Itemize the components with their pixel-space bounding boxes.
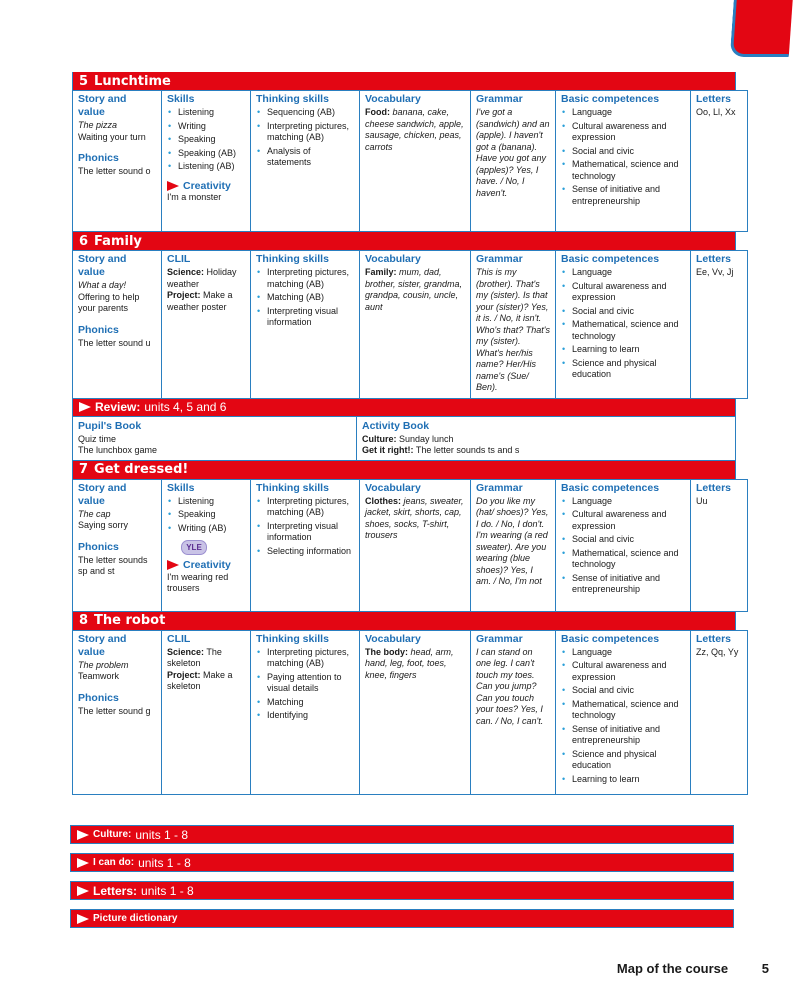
flag-icon (77, 858, 89, 868)
phonics-text: The letter sounds sp and st (78, 554, 148, 576)
letters-text: Uu (696, 495, 708, 506)
skills-heading: Skills (167, 481, 195, 494)
phonics-heading: Phonics (78, 152, 119, 164)
story-title: The cap (78, 508, 111, 519)
bar-text: units 1 - 8 (138, 855, 191, 870)
story-value: Offering to help your parents (78, 291, 140, 313)
list-item: • Language (561, 496, 685, 508)
flag-icon (79, 402, 91, 412)
thinking-heading: Thinking skills (256, 481, 329, 494)
list-item: • Social and civic (561, 685, 685, 697)
flag-icon (77, 914, 89, 924)
list-item: • Language (561, 267, 685, 279)
pupils-book-line: The lunchbox game (78, 445, 158, 455)
grammar-cell (471, 91, 556, 232)
unit-table (72, 90, 748, 232)
letters-heading: Letters (696, 253, 732, 265)
activity-book-cell (357, 416, 736, 460)
activity-book-heading: Activity Book (362, 419, 430, 432)
unit-number: 7 (79, 462, 89, 477)
corner-tab (730, 0, 793, 57)
story-title: The problem (78, 659, 129, 670)
letters-cell (691, 91, 748, 232)
story-title: What a day! (78, 280, 127, 290)
vocabulary-cell (360, 479, 471, 611)
creativity-label: Creativity (183, 179, 231, 192)
letters-cell (691, 479, 748, 611)
science-label: Science: (167, 646, 205, 657)
get-it-right-text: The letter sounds ts and s (415, 445, 520, 455)
phonics-text: The letter sound o (78, 166, 151, 176)
vocabulary-heading: Vocabulary (365, 93, 421, 105)
unit-title: Lunchtime (94, 73, 171, 89)
competences-cell (556, 479, 691, 611)
bar-text: units 1 - 8 (135, 827, 189, 842)
letters-bar (70, 881, 734, 900)
flag-icon (167, 181, 179, 191)
skills-cell (162, 91, 251, 232)
picture-dictionary-bar (70, 909, 734, 928)
vocabulary-words: banana, cake, cheese sandwich, apple, sausage, chicken, peas, carrots (365, 107, 464, 152)
unit-title: The robot (94, 613, 166, 628)
i-can-do-bar (70, 853, 734, 872)
pupils-book-heading: Pupil's Book (78, 419, 142, 432)
story-cell (73, 630, 162, 794)
list-item: • Science and physical education (561, 749, 685, 772)
vocabulary-label: Family: (365, 267, 397, 277)
science-text: The skeleton (167, 646, 222, 668)
list-item: • Social and civic (561, 534, 685, 546)
thinking-heading: Thinking skills (256, 632, 329, 645)
story-heading: Story and value (78, 253, 127, 278)
list-item: • Speaking (AB) (167, 148, 245, 160)
clil-cell (162, 251, 251, 399)
vocabulary-label: Food: (365, 107, 390, 117)
competences-cell (556, 630, 691, 794)
phonics-heading: Phonics (78, 540, 119, 553)
list-item: • Mathematical, science and technology (561, 699, 685, 722)
thinking-cell (251, 251, 360, 399)
unit-header (72, 461, 736, 479)
vocabulary-words: mum, dad, brother, sister, grandma, grandpa, cousin, uncle, aunt (365, 267, 463, 312)
vocabulary-heading: Vocabulary (365, 253, 421, 265)
grammar-cell (471, 479, 556, 611)
list-item: • Matching (AB) (256, 292, 354, 304)
story-cell (73, 251, 162, 399)
list-item: • Listening (AB) (167, 161, 245, 173)
list-item: • Writing (167, 121, 245, 133)
grammar-heading: Grammar (476, 253, 523, 265)
vocabulary-words: head, arm, hand, leg, foot, toes, knee, fingers (365, 646, 454, 680)
vocabulary-heading: Vocabulary (365, 481, 421, 494)
grammar-text: This is my (brother). That's my (sister). Is that your (sister)? Yes, it is. / No, it isn't. Who's that? That's my (sister). What's her/his name? Her/His name's (Sue/ Ben). (476, 267, 550, 392)
story-heading: Story and value (78, 632, 127, 658)
list-item: • Cultural awareness and expression (561, 121, 685, 144)
unit-number: 6 (79, 233, 89, 249)
list-item: • Identifying (256, 710, 354, 722)
project-text: Make a skeleton (167, 669, 233, 691)
list-item: • Learning to learn (561, 774, 685, 786)
summary-bars (70, 825, 734, 937)
list-item: • Sequencing (AB) (256, 107, 354, 119)
list-item: • Sense of initiative and entrepreneurship (561, 184, 685, 207)
clil-heading: CLIL (167, 632, 191, 645)
phonics-text: The letter sound g (78, 705, 151, 716)
unit-title: Family (94, 233, 142, 249)
list-item: • Listening (167, 496, 245, 508)
clil-cell (162, 630, 251, 794)
science-label: Science: (167, 267, 205, 277)
footer-title: Map of the course (616, 961, 729, 976)
phonics-heading: Phonics (78, 323, 119, 336)
vocabulary-cell (360, 630, 471, 794)
thinking-cell (251, 630, 360, 794)
unit-table (72, 479, 748, 612)
list-item: • Interpreting pictures, matching (AB) (256, 647, 354, 670)
creativity-heading (167, 181, 245, 193)
thinking-heading: Thinking skills (256, 253, 329, 265)
review-label: Review: (95, 400, 141, 414)
list-item: • Social and civic (561, 306, 685, 318)
grammar-cell (471, 251, 556, 399)
page-number: 5 (761, 961, 769, 976)
grammar-heading: Grammar (476, 481, 523, 494)
story-cell (73, 479, 162, 611)
grammar-text: I can stand on one leg. I can't touch my toes. Can you jump? Can you touch your toes? Yes, I can. / No, I can't. (476, 646, 544, 726)
list-item: • Analysis of statements (256, 146, 354, 169)
competences-heading: Basic competences (561, 481, 660, 494)
vocabulary-cell (360, 91, 471, 232)
project-text: Make a weather poster (167, 290, 233, 312)
vocabulary-heading: Vocabulary (365, 632, 421, 645)
bar-label: Culture: (93, 829, 132, 840)
story-value: Teamwork (78, 671, 120, 681)
bar-label: Letters: (93, 883, 138, 898)
list-item: • Listening (167, 107, 245, 119)
flag-icon (167, 560, 179, 570)
unit-table (72, 630, 748, 795)
list-item: • Interpreting pictures, matching (AB) (256, 121, 354, 144)
creativity-text: I'm wearing red trousers (167, 571, 229, 593)
bar-label: I can do: (93, 857, 135, 868)
unit-header (72, 612, 736, 630)
culture-text: Sunday lunch (399, 433, 454, 444)
list-item: • Speaking (167, 509, 245, 521)
get-it-right-label: Get it right!: (362, 445, 414, 455)
grammar-text: Do you like my (hat/ shoes)? Yes, I do. / No, I don't. I'm wearing (a red sweater). Are you wearing (blue shoes)? Yes, I am. / No, I'm not (476, 495, 549, 586)
list-item: • Interpreting pictures, matching (AB) (256, 496, 354, 519)
list-item: • Matching (256, 697, 354, 709)
yle-badge: YLE (181, 540, 207, 555)
pupils-book-line: Quiz time (78, 433, 117, 444)
list-item: • Cultural awareness and expression (561, 281, 685, 304)
letters-text: Oo, Ll, Xx (696, 107, 736, 117)
pupils-book-cell (73, 416, 357, 460)
list-item: • Language (561, 107, 685, 119)
phonics-heading: Phonics (78, 691, 119, 704)
culture-label: Culture: (362, 433, 397, 444)
grammar-text: I've got a (sandwich) and an (apple). I haven't got a (banana). Have you got any (apples)? Yes, I have. / No, I haven't. (476, 107, 550, 198)
letters-heading: Letters (696, 481, 732, 494)
culture-bar (70, 825, 734, 844)
letters-cell (691, 251, 748, 399)
thinking-cell (251, 479, 360, 611)
list-item: • Writing (AB) (167, 523, 245, 535)
unit-header (72, 232, 736, 250)
list-item: • Speaking (167, 134, 245, 146)
list-item: • Mathematical, science and technology (561, 159, 685, 182)
science-text: Holiday weather (167, 267, 237, 289)
unit-title: Get dressed! (94, 462, 189, 477)
review-table (72, 416, 736, 461)
bar-label: Picture dictionary (93, 913, 178, 924)
creativity-label: Creativity (183, 559, 231, 571)
list-item: • Paying attention to visual details (256, 672, 354, 695)
flag-icon (77, 830, 89, 840)
skills-heading: Skills (167, 93, 195, 105)
vocabulary-words: jeans, sweater, jacket, skirt, shorts, cap, shoes, socks, T-shirt, trousers (365, 495, 464, 540)
list-item: • Cultural awareness and expression (561, 509, 685, 532)
list-item: • Interpreting pictures, matching (AB) (256, 267, 354, 290)
vocabulary-cell (360, 251, 471, 399)
list-item: • Cultural awareness and expression (561, 660, 685, 683)
story-title: The pizza (78, 120, 118, 130)
competences-cell (556, 251, 691, 399)
list-item: • Sense of initiative and entrepreneurship (561, 724, 685, 747)
list-item: • Language (561, 647, 685, 659)
list-item: • Sense of initiative and entrepreneurship (561, 573, 685, 596)
thinking-heading: Thinking skills (256, 93, 329, 105)
project-label: Project: (167, 669, 201, 680)
list-item: • Selecting information (256, 546, 354, 558)
list-item: • Learning to learn (561, 344, 685, 356)
competences-heading: Basic competences (561, 93, 660, 105)
grammar-heading: Grammar (476, 93, 523, 105)
list-item: • Mathematical, science and technology (561, 548, 685, 571)
story-heading: Story and value (78, 481, 127, 507)
list-item: • Science and physical education (561, 358, 685, 381)
letters-cell (691, 630, 748, 794)
unit-header (72, 72, 736, 90)
letters-text: Zz, Qq, Yy (696, 646, 739, 657)
story-heading: Story and value (78, 93, 127, 118)
course-map (72, 72, 739, 795)
creativity-text: I'm a monster (167, 192, 222, 202)
list-item: • Mathematical, science and technology (561, 319, 685, 342)
list-item: • Interpreting visual information (256, 521, 354, 544)
vocabulary-label: Clothes: (365, 495, 401, 506)
letters-heading: Letters (696, 93, 732, 105)
phonics-text: The letter sound u (78, 337, 151, 348)
review-units: units 4, 5 and 6 (144, 400, 227, 414)
project-label: Project: (167, 290, 201, 300)
list-item: • Interpreting visual information (256, 306, 354, 329)
page-footer (617, 961, 769, 976)
story-cell (73, 91, 162, 232)
grammar-heading: Grammar (476, 632, 523, 645)
unit-table (72, 250, 748, 399)
clil-heading: CLIL (167, 253, 191, 265)
bar-text: units 1 - 8 (141, 883, 194, 898)
review-header (72, 399, 736, 416)
skills-cell (162, 479, 251, 611)
story-value: Saying sorry (78, 520, 129, 530)
letters-text: Ee, Vv, Jj (696, 267, 734, 277)
letters-heading: Letters (696, 632, 732, 645)
story-value: Waiting your turn (78, 131, 146, 142)
list-item: • Social and civic (561, 146, 685, 158)
flag-icon (77, 886, 89, 896)
competences-heading: Basic competences (561, 632, 660, 645)
vocabulary-label: The body: (365, 646, 408, 657)
unit-number: 5 (79, 73, 89, 89)
unit-number: 8 (79, 613, 89, 628)
competences-heading: Basic competences (561, 253, 660, 265)
creativity-heading (167, 560, 245, 572)
thinking-cell (251, 91, 360, 232)
grammar-cell (471, 630, 556, 794)
competences-cell (556, 91, 691, 232)
